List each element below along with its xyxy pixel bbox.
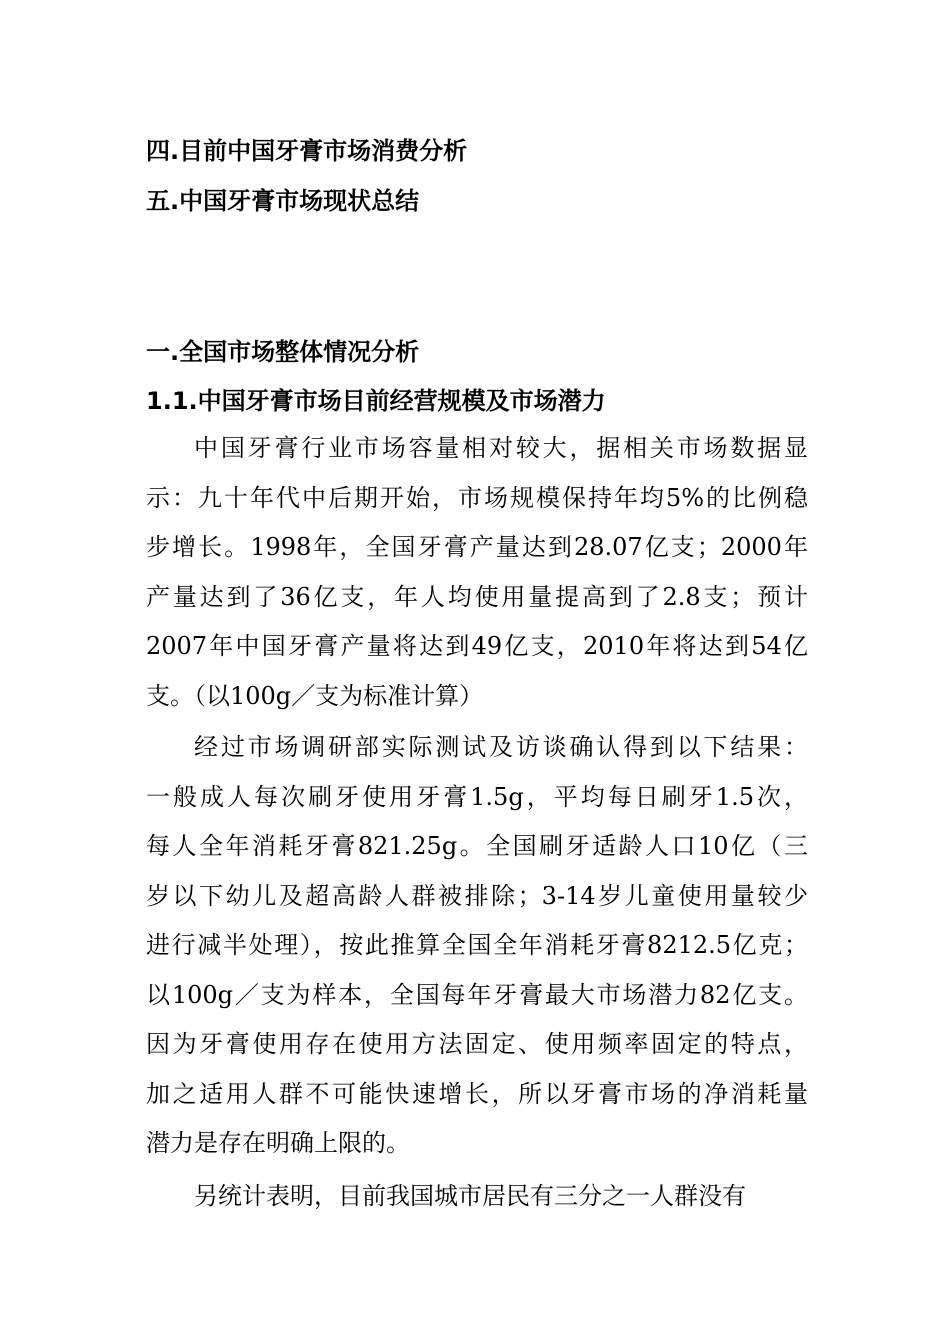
paragraph-line: 一般成人每次刷牙使用牙膏1.5g，平均每日刷牙1.5次， [146,782,808,811]
paragraph-research-results [146,723,808,1169]
paragraph-line: 2007年中国牙膏产量将达到49亿支，2010年将达到54亿 [146,632,808,660]
paragraph-line: 因为牙膏使用存在使用方法固定、使用频率固定的特点， [146,1030,808,1058]
paragraph-statistics [146,1172,808,1222]
paragraph-line: 潜力是存在明确上限的。 [146,1129,410,1157]
paragraph-line: 另统计表明，目前我国城市居民有三分之一人群没有 [194,1182,746,1210]
paragraph-line: 示：九十年代中后期开始，市场规模保持年均5%的比例稳 [146,483,808,512]
paragraph-line: 岁以下幼儿及超高龄人群被排除；3-14岁儿童使用量较少 [146,881,808,910]
paragraph-line: 每人全年消耗牙膏821.25g。全国刷牙适龄人口10亿（三 [146,832,808,860]
paragraph-line: 中国牙膏行业市场容量相对较大，据相关市场数据显 [194,434,808,462]
toc-item-5: 五.中国牙膏市场现状总结 [146,187,420,215]
paragraph-market-size [146,424,808,721]
paragraph-line: 经过市场调研部实际测试及访谈确认得到以下结果： [194,733,808,761]
paragraph-line: 加之适用人群不可能快速增长，所以牙膏市场的净消耗量 [146,1079,808,1108]
paragraph-line: 进行减半处理），按此推算全国全年消耗牙膏8212.5亿克； [146,931,808,959]
paragraph-line: 支。（以100g／支为标准计算） [146,681,484,710]
paragraph-line: 产量达到了36亿支，年人均使用量提高到了2.8支；预计 [146,582,808,611]
section-1-title: 一.全国市场整体情况分析 [146,338,420,366]
paragraph-line: 以100g／支为样本，全国每年牙膏最大市场潜力82亿支。 [146,980,808,1009]
toc-item-4: 四.目前中国牙膏市场消费分析 [146,137,468,165]
subsection-1-1-title: 1.1.中国牙膏市场目前经营规模及市场潜力 [146,387,606,415]
paragraph-line: 步增长。1998年，全国牙膏产量达到28.07亿支；2000年 [146,533,808,561]
